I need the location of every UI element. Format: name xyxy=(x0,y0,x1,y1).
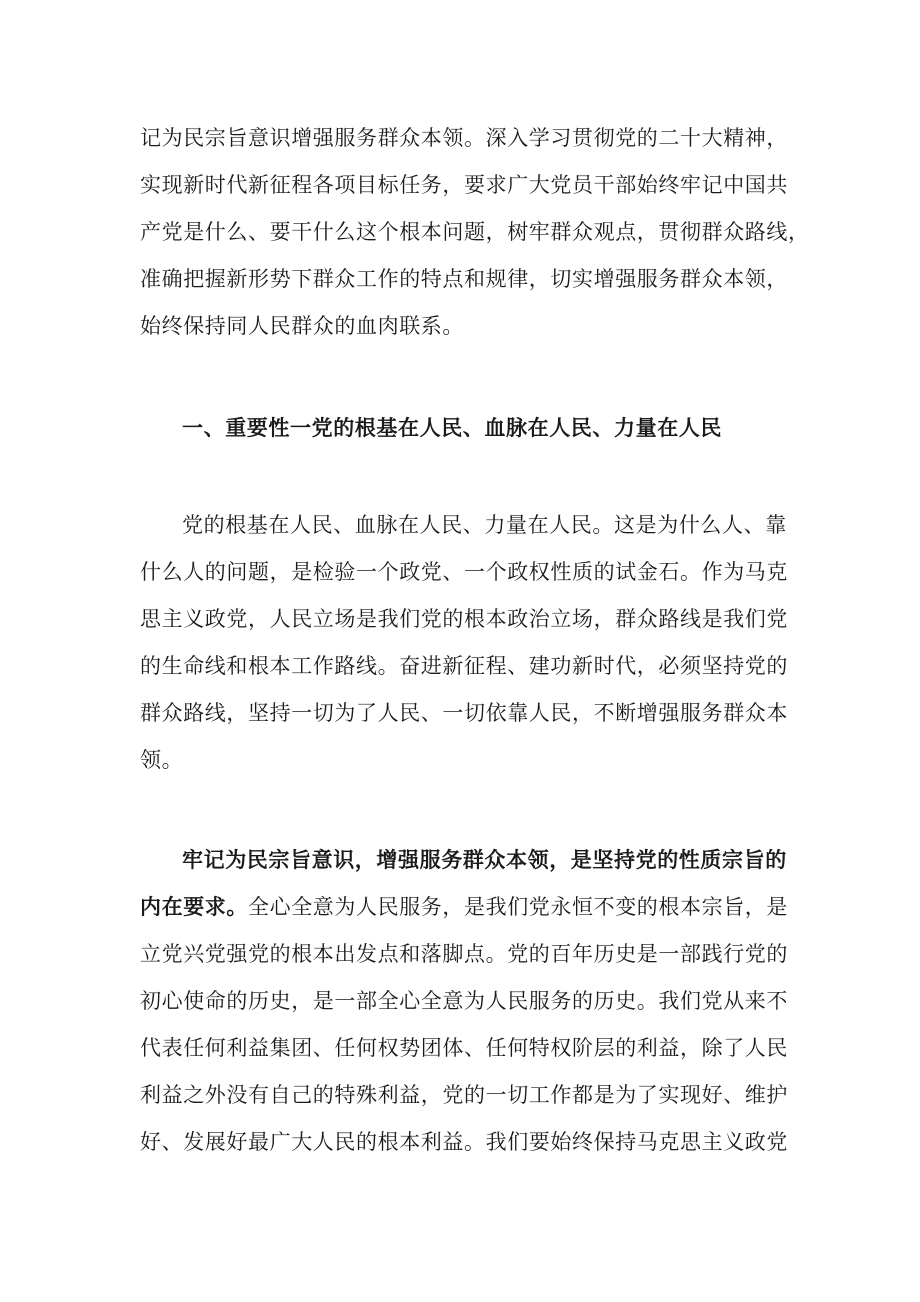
paragraph-2-line-2: 什么人的问题，是检验一个政党、一个政权性质的试金石。作为马克 xyxy=(140,560,788,584)
paragraph-3-line-7: 好、发展好最广大人民的根本利益。我们要始终保持马克思主义政党 xyxy=(140,1130,788,1154)
paragraph-1-line-5: 始终保持同人民群众的血肉联系。 xyxy=(140,314,464,338)
paragraph-2-line-3: 思主义政党，人民立场是我们党的根本政治立场，群众路线是我们党 xyxy=(140,607,788,631)
paragraph-2-line-6: 领。 xyxy=(140,748,184,772)
paragraph-3-line-4: 初心使命的历史，是一部全心全意为人民服务的历史。我们党从来不 xyxy=(140,989,788,1013)
paragraph-2-line-4: 的生命线和根本工作路线。奋进新征程、建功新时代，必须坚持党的 xyxy=(140,654,788,678)
paragraph-2-line-1: 党的根基在人民、血脉在人民、力量在人民。这是为什么人、靠 xyxy=(182,513,787,537)
paragraph-3-line-5: 代表任何利益集团、任何权势团体、任何特权阶层的利益，除了人民 xyxy=(140,1036,788,1060)
section-heading-1: 一、重要性一党的根基在人民、血脉在人民、力量在人民 xyxy=(182,415,722,440)
paragraph-3-line-3: 立党兴党强党的根本出发点和落脚点。党的百年历史是一部践行党的 xyxy=(140,942,788,966)
paragraph-3-line-6: 利益之外没有自己的特殊利益，党的一切工作都是为了实现好、维护 xyxy=(140,1083,788,1107)
paragraph-2-line-5: 群众路线，坚持一切为了人民、一切依靠人民，不断增强服务群众本 xyxy=(140,701,788,725)
paragraph-1-line-1: 记为民宗旨意识增强服务群众本领。深入学习贯彻党的二十大精神， xyxy=(140,126,788,150)
paragraph-3-line-2 xyxy=(140,892,788,922)
paragraph-3-bold-lead: 牢记为民宗旨意识，增强服务群众本领，是坚持党的性质宗旨的 xyxy=(182,847,787,872)
paragraph-3-bold-lead-end: 内在要求。 xyxy=(140,894,248,919)
paragraph-1-line-2: 实现新时代新征程各项目标任务，要求广大党员干部始终牢记中国共 xyxy=(140,173,788,197)
paragraph-1-line-4: 准确把握新形势下群众工作的特点和规律，切实增强服务群众本领， xyxy=(140,267,788,291)
paragraph-1-line-3: 产党是什么、要干什么这个根本问题，树牢群众观点，贯彻群众路线， xyxy=(140,220,810,244)
paragraph-3-line-2-rest: 全心全意为人民服务，是我们党永恒不变的根本宗旨，是 xyxy=(248,895,788,919)
